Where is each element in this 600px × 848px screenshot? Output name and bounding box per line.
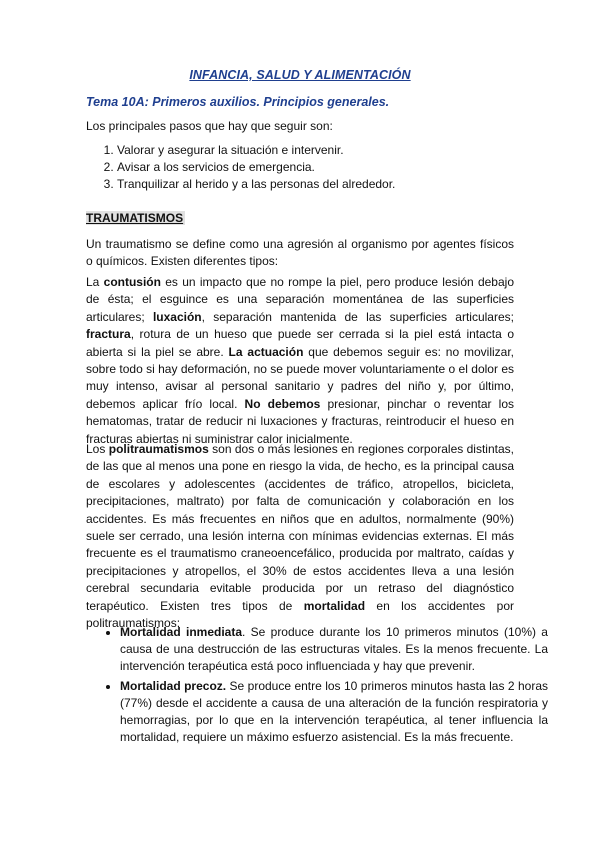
step-item: 2. Avisar a los servicios de emergencia. bbox=[117, 159, 545, 176]
types-paragraph: La contusión es un impacto que no rompe la piel, pero produce lesión debajo de ésta; el esguince es una separación momentánea de las superficies articulares; luxación, separación mantenida de las superficies articulares; fractura, rotura de un hueso que puede ser cerrada si la piel está intacta o abierta si la piel se abre. La actuación que debemos seguir es: no movilizar, sobre todo si hay deformación, no se puede mover voluntariamente o el dolor es muy intenso, avisar al personal sanitario y padres del niño y, por último, debemos aplicar frío local. No debemos presionar, pinchar o reventar los hematomas, tratar de reducir ni luxaciones y fracturas, reintroducir el hueso en fracturas abiertas ni suministrar calor inicialmente. bbox=[86, 275, 515, 446]
term-mortalidad: mortalidad bbox=[303, 598, 366, 613]
mortality-list bbox=[86, 624, 548, 748]
polytrauma-paragraph: Los politraumatismos son dos o más lesiones en regiones corporales distintas, de las que al menos una pone en riesgo la vida, de hecho, es la principal causa de escolares y adolescentes (accidentes de tráfico, atropellos, bicicleta, precipitaciones, maltrato) por falta de comunicación y colaboración en los accidentes. Es más frecuentes en niños que en adultos, normalmente (90%) suele ser cerrado, una lesión interna con mínimas evidencias externas. El más frecuente es el traumatismo craneoencefálico, producida por maltrato, caídas y precipitaciones y atropellos, el 30% de estos accidentes lleva a una lesión cerebral secundaria evitable producida por un retraso del diagnóstico terapéutico. Existen tres tipos de mortalidad en los accidentes por politraumatismos: bbox=[86, 442, 514, 631]
step-item: 1. Valorar y asegurar la situación e intervenir. bbox=[117, 142, 545, 159]
steps-intro: Los principales pasos que hay que seguir son: bbox=[86, 119, 333, 133]
document-title: INFANCIA, SALUD Y ALIMENTACIÓN bbox=[189, 68, 411, 82]
term-actuacion: La actuación bbox=[228, 344, 304, 359]
term-politraumatismos: politraumatismos bbox=[108, 442, 209, 456]
term-no-debemos: No debemos bbox=[244, 396, 321, 411]
mortality-item: • Mortalidad precoz. Se produce entre los 10 primeros minutos hasta las 2 horas (77%) desde el accidente a causa de una alteración de la función respiratoria y hemorragias, por lo que en la intervención terapéutica, al tener influencia la mortalidad, requiere un máximo esfuerzo asistencial. Es la más frecuente. bbox=[120, 678, 548, 747]
step-item: 3. Tranquilizar al herido y a las personas del alrededor. bbox=[117, 176, 545, 193]
term-fractura: fractura bbox=[86, 327, 131, 342]
definition-paragraph: Un traumatismo se define como una agresión al organismo por agentes físicos o químicos. Existen diferentes tipos: bbox=[86, 237, 514, 269]
section-heading: TRAUMATISMOS bbox=[86, 211, 184, 225]
topic-subtitle: Tema 10A: Primeros auxilios. Principios generales. bbox=[86, 95, 390, 109]
steps-list bbox=[86, 142, 545, 193]
term-contusion: contusión bbox=[103, 275, 161, 289]
term-luxacion: luxación bbox=[152, 309, 202, 324]
mortality-item: • Mortalidad inmediata. Se produce durante los 10 primeros minutos (10%) a causa de una destrucción de las estructuras vitales. Es la menos frecuente. La intervención terapéutica está poco influenciada y hay que prevenir. bbox=[120, 624, 548, 676]
